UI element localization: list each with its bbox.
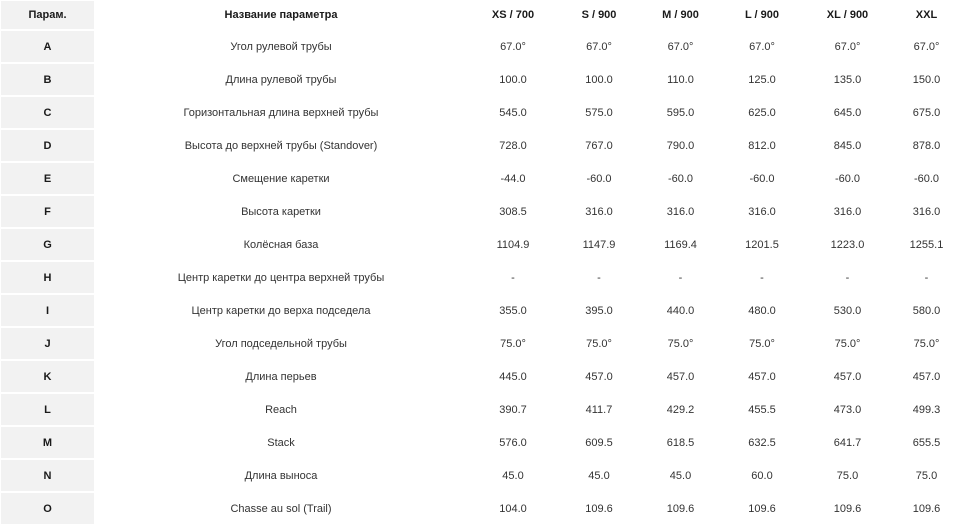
param-value: 100.0	[559, 63, 640, 96]
param-value: 609.5	[559, 426, 640, 459]
param-value: 390.7	[468, 393, 559, 426]
param-code: B	[1, 63, 95, 96]
param-value: 473.0	[803, 393, 893, 426]
param-value: -	[559, 261, 640, 294]
param-value: 316.0	[559, 195, 640, 228]
header-row	[1, 1, 960, 31]
param-value: 316.0	[722, 195, 803, 228]
param-value: 67.0°	[640, 30, 722, 63]
param-value: 75.0°	[893, 327, 960, 360]
param-value: 576.0	[468, 426, 559, 459]
header-size-s: S / 900	[559, 1, 640, 31]
param-value: 530.0	[803, 294, 893, 327]
param-value: -60.0	[640, 162, 722, 195]
param-name: Длина выноса	[95, 459, 468, 492]
table-row	[1, 129, 960, 162]
header-size-l: L / 900	[722, 1, 803, 31]
param-name: Смещение каретки	[95, 162, 468, 195]
param-code: J	[1, 327, 95, 360]
param-value: 75.0	[803, 459, 893, 492]
param-value: 75.0°	[468, 327, 559, 360]
param-value: 790.0	[640, 129, 722, 162]
param-value: 429.2	[640, 393, 722, 426]
param-value: 67.0°	[559, 30, 640, 63]
param-value: 675.0	[893, 96, 960, 129]
param-value: 109.6	[559, 492, 640, 525]
param-value: 641.7	[803, 426, 893, 459]
param-code: D	[1, 129, 95, 162]
param-value: -60.0	[803, 162, 893, 195]
param-value: -	[640, 261, 722, 294]
param-value: 618.5	[640, 426, 722, 459]
param-value: 316.0	[893, 195, 960, 228]
param-value: 125.0	[722, 63, 803, 96]
param-value: -60.0	[559, 162, 640, 195]
param-value: 109.6	[722, 492, 803, 525]
param-value: 1147.9	[559, 228, 640, 261]
param-value: 457.0	[722, 360, 803, 393]
table-row	[1, 63, 960, 96]
param-value: 645.0	[803, 96, 893, 129]
param-name: Угол подседельной трубы	[95, 327, 468, 360]
param-value: -60.0	[722, 162, 803, 195]
param-value: 45.0	[468, 459, 559, 492]
header-size-m: M / 900	[640, 1, 722, 31]
param-name: Длина перьев	[95, 360, 468, 393]
param-value: -	[803, 261, 893, 294]
param-name: Горизонтальная длина верхней трубы	[95, 96, 468, 129]
table-row	[1, 459, 960, 492]
param-value: 878.0	[893, 129, 960, 162]
param-value: 457.0	[893, 360, 960, 393]
table-row	[1, 360, 960, 393]
param-value: 445.0	[468, 360, 559, 393]
param-name: Высота каретки	[95, 195, 468, 228]
param-value: 75.0	[893, 459, 960, 492]
param-value: 67.0°	[722, 30, 803, 63]
param-value: 67.0°	[893, 30, 960, 63]
header-param: Парам.	[1, 1, 95, 31]
param-value: -60.0	[893, 162, 960, 195]
param-value: 45.0	[640, 459, 722, 492]
param-value: 1201.5	[722, 228, 803, 261]
param-value: 580.0	[893, 294, 960, 327]
param-value: -	[893, 261, 960, 294]
param-code: E	[1, 162, 95, 195]
param-name: Высота до верхней трубы (Standover)	[95, 129, 468, 162]
param-value: 109.6	[803, 492, 893, 525]
param-name: Угол рулевой трубы	[95, 30, 468, 63]
table-row	[1, 228, 960, 261]
param-value: 110.0	[640, 63, 722, 96]
param-value: 575.0	[559, 96, 640, 129]
param-value: -	[468, 261, 559, 294]
param-value: 75.0°	[640, 327, 722, 360]
param-value: 655.5	[893, 426, 960, 459]
param-value: 632.5	[722, 426, 803, 459]
param-value: 1255.1	[893, 228, 960, 261]
param-value: 625.0	[722, 96, 803, 129]
header-size-xs: XS / 700	[468, 1, 559, 31]
param-code: C	[1, 96, 95, 129]
param-value: 355.0	[468, 294, 559, 327]
param-value: 545.0	[468, 96, 559, 129]
param-value: 67.0°	[803, 30, 893, 63]
param-value: 67.0°	[468, 30, 559, 63]
table-row	[1, 195, 960, 228]
param-value: 457.0	[559, 360, 640, 393]
param-value: 60.0	[722, 459, 803, 492]
param-value: 100.0	[468, 63, 559, 96]
param-value: 480.0	[722, 294, 803, 327]
param-code: I	[1, 294, 95, 327]
param-value: 1169.4	[640, 228, 722, 261]
param-value: 728.0	[468, 129, 559, 162]
table-row	[1, 393, 960, 426]
param-value: 150.0	[893, 63, 960, 96]
param-name: Колёсная база	[95, 228, 468, 261]
header-param-name: Название параметра	[95, 1, 468, 31]
param-value: 45.0	[559, 459, 640, 492]
header-size-xl: XL / 900	[803, 1, 893, 31]
param-code: G	[1, 228, 95, 261]
param-value: 75.0°	[803, 327, 893, 360]
table-row	[1, 426, 960, 459]
table-row	[1, 492, 960, 525]
table-row	[1, 261, 960, 294]
table-row	[1, 327, 960, 360]
param-value: -	[722, 261, 803, 294]
param-value: 455.5	[722, 393, 803, 426]
param-value: 457.0	[803, 360, 893, 393]
table-row	[1, 96, 960, 129]
param-name: Центр каретки до верха подседела	[95, 294, 468, 327]
param-value: 812.0	[722, 129, 803, 162]
table-body	[1, 30, 960, 525]
param-code: H	[1, 261, 95, 294]
param-code: A	[1, 30, 95, 63]
param-value: 767.0	[559, 129, 640, 162]
param-value: 457.0	[640, 360, 722, 393]
param-value: 1104.9	[468, 228, 559, 261]
param-value: 845.0	[803, 129, 893, 162]
param-value: 135.0	[803, 63, 893, 96]
param-value: 104.0	[468, 492, 559, 525]
param-value: 109.6	[893, 492, 960, 525]
table-header	[1, 1, 960, 31]
param-value: 499.3	[893, 393, 960, 426]
param-value: 316.0	[803, 195, 893, 228]
param-code: K	[1, 360, 95, 393]
param-name: Reach	[95, 393, 468, 426]
param-value: 316.0	[640, 195, 722, 228]
param-code: O	[1, 492, 95, 525]
param-value: 109.6	[640, 492, 722, 525]
table-row	[1, 294, 960, 327]
param-name: Stack	[95, 426, 468, 459]
param-name: Центр каретки до центра верхней трубы	[95, 261, 468, 294]
param-value: 395.0	[559, 294, 640, 327]
param-value: 1223.0	[803, 228, 893, 261]
header-size-xxl: XXL	[893, 1, 960, 31]
param-name: Chasse au sol (Trail)	[95, 492, 468, 525]
param-value: 440.0	[640, 294, 722, 327]
param-value: 595.0	[640, 96, 722, 129]
param-value: 308.5	[468, 195, 559, 228]
param-code: L	[1, 393, 95, 426]
table-row	[1, 162, 960, 195]
param-code: M	[1, 426, 95, 459]
param-value: -44.0	[468, 162, 559, 195]
table-row	[1, 30, 960, 63]
param-code: N	[1, 459, 95, 492]
param-code: F	[1, 195, 95, 228]
param-value: 411.7	[559, 393, 640, 426]
param-value: 75.0°	[722, 327, 803, 360]
param-value: 75.0°	[559, 327, 640, 360]
param-name: Длина рулевой трубы	[95, 63, 468, 96]
